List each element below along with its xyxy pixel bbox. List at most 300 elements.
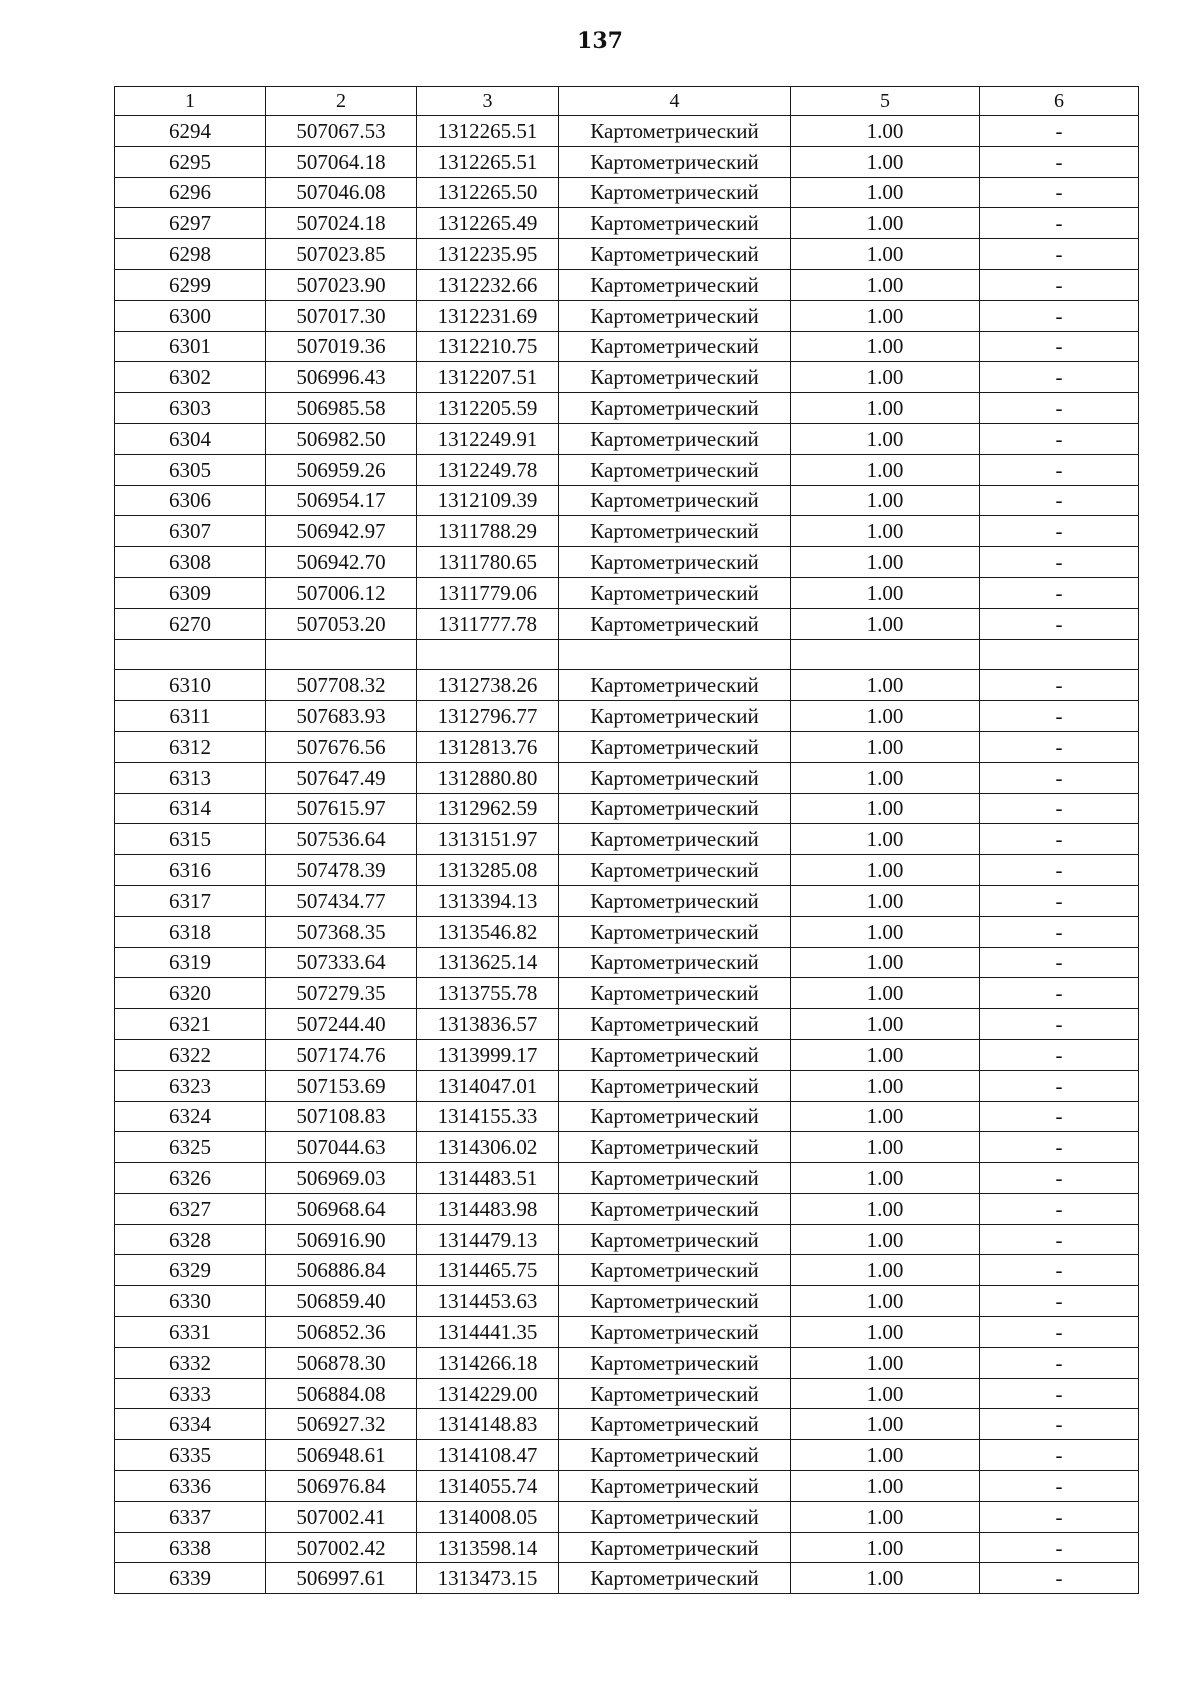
point-number-cell: 6307 (115, 516, 266, 547)
table-row (115, 1378, 1139, 1409)
description-cell: - (980, 393, 1139, 424)
table-row (115, 547, 1139, 578)
y-coordinate-cell (417, 639, 559, 670)
point-number-cell: 6329 (115, 1255, 266, 1286)
method-cell: Картометрический (559, 1163, 791, 1194)
table-row (115, 1286, 1139, 1317)
x-coordinate-cell: 507002.41 (266, 1501, 417, 1532)
x-coordinate-cell: 506985.58 (266, 393, 417, 424)
table-row (115, 116, 1139, 147)
y-coordinate-cell: 1313836.57 (417, 1009, 559, 1040)
table-row (115, 577, 1139, 608)
description-cell: - (980, 762, 1139, 793)
method-cell: Картометрический (559, 208, 791, 239)
x-coordinate-cell: 506969.03 (266, 1163, 417, 1194)
y-coordinate-cell: 1314266.18 (417, 1347, 559, 1378)
x-coordinate-cell: 507064.18 (266, 146, 417, 177)
y-coordinate-cell: 1314229.00 (417, 1378, 559, 1409)
y-coordinate-cell: 1312962.59 (417, 793, 559, 824)
method-cell: Картометрический (559, 1409, 791, 1440)
x-coordinate-cell: 507023.90 (266, 269, 417, 300)
table-body (115, 87, 1139, 1594)
y-coordinate-cell: 1313755.78 (417, 978, 559, 1009)
table-row (115, 1440, 1139, 1471)
accuracy-cell: 1.00 (791, 177, 980, 208)
point-number-cell: 6318 (115, 916, 266, 947)
description-cell: - (980, 701, 1139, 732)
method-cell: Картометрический (559, 547, 791, 578)
table-row (115, 454, 1139, 485)
y-coordinate-cell: 1314441.35 (417, 1317, 559, 1348)
point-number-cell: 6321 (115, 1009, 266, 1040)
y-coordinate-cell: 1312249.78 (417, 454, 559, 485)
description-cell (980, 639, 1139, 670)
description-cell: - (980, 1163, 1139, 1194)
method-cell: Картометрический (559, 1501, 791, 1532)
x-coordinate-cell: 506959.26 (266, 454, 417, 485)
x-coordinate-cell: 507708.32 (266, 670, 417, 701)
table-row (115, 1070, 1139, 1101)
method-cell: Картометрический (559, 1039, 791, 1070)
description-cell: - (980, 1101, 1139, 1132)
accuracy-cell: 1.00 (791, 269, 980, 300)
accuracy-cell: 1.00 (791, 146, 980, 177)
description-cell: - (980, 855, 1139, 886)
method-cell: Картометрический (559, 731, 791, 762)
y-coordinate-cell: 1312880.80 (417, 762, 559, 793)
point-number-cell: 6302 (115, 362, 266, 393)
method-cell: Картометрический (559, 1286, 791, 1317)
description-cell: - (980, 1070, 1139, 1101)
accuracy-cell: 1.00 (791, 1224, 980, 1255)
point-number-cell: 6298 (115, 239, 266, 270)
point-number-cell: 6305 (115, 454, 266, 485)
description-cell: - (980, 1563, 1139, 1594)
table-row (115, 1347, 1139, 1378)
accuracy-cell: 1.00 (791, 1009, 980, 1040)
y-coordinate-cell: 1311780.65 (417, 547, 559, 578)
page-number: 137 (577, 28, 623, 54)
y-coordinate-cell: 1311788.29 (417, 516, 559, 547)
accuracy-cell: 1.00 (791, 362, 980, 393)
method-cell: Картометрический (559, 1317, 791, 1348)
accuracy-cell: 1.00 (791, 916, 980, 947)
accuracy-cell: 1.00 (791, 1471, 980, 1502)
accuracy-cell: 1.00 (791, 1132, 980, 1163)
description-cell: - (980, 423, 1139, 454)
point-number-cell: 6294 (115, 116, 266, 147)
point-number-cell: 6316 (115, 855, 266, 886)
point-number-cell: 6314 (115, 793, 266, 824)
table-row (115, 362, 1139, 393)
point-number-cell: 6332 (115, 1347, 266, 1378)
accuracy-cell: 1.00 (791, 516, 980, 547)
x-coordinate-cell: 507683.93 (266, 701, 417, 732)
table-row (115, 885, 1139, 916)
method-cell: Картометрический (559, 885, 791, 916)
description-cell: - (980, 731, 1139, 762)
y-coordinate-cell: 1313394.13 (417, 885, 559, 916)
method-cell: Картометрический (559, 1193, 791, 1224)
table-row (115, 516, 1139, 547)
point-number-cell: 6339 (115, 1563, 266, 1594)
table-row (115, 824, 1139, 855)
x-coordinate-cell: 506886.84 (266, 1255, 417, 1286)
method-cell: Картометрический (559, 978, 791, 1009)
table-row (115, 1409, 1139, 1440)
description-cell: - (980, 608, 1139, 639)
point-number-cell: 6306 (115, 485, 266, 516)
x-coordinate-cell: 506927.32 (266, 1409, 417, 1440)
description-cell: - (980, 516, 1139, 547)
point-number-cell: 6296 (115, 177, 266, 208)
method-cell: Картометрический (559, 300, 791, 331)
accuracy-cell: 1.00 (791, 978, 980, 1009)
x-coordinate-cell: 506878.30 (266, 1347, 417, 1378)
point-number-cell: 6270 (115, 608, 266, 639)
table-row (115, 1101, 1139, 1132)
accuracy-cell: 1.00 (791, 885, 980, 916)
table-row (115, 1193, 1139, 1224)
x-coordinate-cell: 507153.69 (266, 1070, 417, 1101)
y-coordinate-cell: 1312249.91 (417, 423, 559, 454)
y-coordinate-cell: 1313473.15 (417, 1563, 559, 1594)
description-cell: - (980, 1286, 1139, 1317)
table-row (115, 978, 1139, 1009)
x-coordinate-cell: 506852.36 (266, 1317, 417, 1348)
point-number-cell: 6322 (115, 1039, 266, 1070)
table-row (115, 1224, 1139, 1255)
table-row (115, 1163, 1139, 1194)
point-number-cell: 6315 (115, 824, 266, 855)
accuracy-cell: 1.00 (791, 577, 980, 608)
table-row (115, 916, 1139, 947)
point-number-cell: 6324 (115, 1101, 266, 1132)
point-number-cell: 6309 (115, 577, 266, 608)
point-number-cell: 6327 (115, 1193, 266, 1224)
table-row (115, 393, 1139, 424)
y-coordinate-cell: 1313151.97 (417, 824, 559, 855)
method-cell: Картометрический (559, 608, 791, 639)
x-coordinate-cell: 507044.63 (266, 1132, 417, 1163)
description-cell: - (980, 547, 1139, 578)
x-coordinate-cell: 507647.49 (266, 762, 417, 793)
y-coordinate-cell: 1312231.69 (417, 300, 559, 331)
y-coordinate-cell: 1312796.77 (417, 701, 559, 732)
point-number-cell: 6320 (115, 978, 266, 1009)
x-coordinate-cell (266, 639, 417, 670)
table-row (115, 1039, 1139, 1070)
description-cell: - (980, 885, 1139, 916)
point-number-cell (115, 639, 266, 670)
description-cell: - (980, 116, 1139, 147)
table-row (115, 300, 1139, 331)
accuracy-cell: 1.00 (791, 1039, 980, 1070)
y-coordinate-cell: 1313999.17 (417, 1039, 559, 1070)
x-coordinate-cell: 507368.35 (266, 916, 417, 947)
table-row (115, 1532, 1139, 1563)
method-cell: Картометрический (559, 947, 791, 978)
y-coordinate-cell: 1312265.50 (417, 177, 559, 208)
method-cell: Картометрический (559, 1532, 791, 1563)
table-row (115, 1471, 1139, 1502)
x-coordinate-cell: 507019.36 (266, 331, 417, 362)
y-coordinate-cell: 1312232.66 (417, 269, 559, 300)
table-row (115, 269, 1139, 300)
column-header: 4 (559, 87, 791, 116)
x-coordinate-cell: 507023.85 (266, 239, 417, 270)
accuracy-cell: 1.00 (791, 793, 980, 824)
table-header-row (115, 87, 1139, 116)
x-coordinate-cell: 507434.77 (266, 885, 417, 916)
table-row (115, 701, 1139, 732)
x-coordinate-cell: 507333.64 (266, 947, 417, 978)
y-coordinate-cell: 1312207.51 (417, 362, 559, 393)
accuracy-cell: 1.00 (791, 1101, 980, 1132)
x-coordinate-cell: 507244.40 (266, 1009, 417, 1040)
point-number-cell: 6300 (115, 300, 266, 331)
y-coordinate-cell: 1312265.51 (417, 116, 559, 147)
accuracy-cell: 1.00 (791, 1347, 980, 1378)
y-coordinate-cell: 1313598.14 (417, 1532, 559, 1563)
accuracy-cell: 1.00 (791, 393, 980, 424)
table-row (115, 1501, 1139, 1532)
accuracy-cell: 1.00 (791, 1193, 980, 1224)
description-cell: - (980, 824, 1139, 855)
description-cell: - (980, 670, 1139, 701)
method-cell: Картометрический (559, 793, 791, 824)
y-coordinate-cell: 1314306.02 (417, 1132, 559, 1163)
method-cell: Картометрический (559, 485, 791, 516)
point-number-cell: 6310 (115, 670, 266, 701)
x-coordinate-cell: 507067.53 (266, 116, 417, 147)
description-cell: - (980, 793, 1139, 824)
x-coordinate-cell: 506997.61 (266, 1563, 417, 1594)
description-cell: - (980, 331, 1139, 362)
method-cell: Картометрический (559, 1347, 791, 1378)
description-cell: - (980, 978, 1139, 1009)
description-cell: - (980, 1255, 1139, 1286)
table-row (115, 1132, 1139, 1163)
description-cell: - (980, 1471, 1139, 1502)
point-number-cell: 6335 (115, 1440, 266, 1471)
x-coordinate-cell: 506954.17 (266, 485, 417, 516)
method-cell: Картометрический (559, 393, 791, 424)
y-coordinate-cell: 1314483.51 (417, 1163, 559, 1194)
description-cell: - (980, 1378, 1139, 1409)
method-cell: Картометрический (559, 116, 791, 147)
accuracy-cell: 1.00 (791, 1070, 980, 1101)
method-cell: Картометрический (559, 1255, 791, 1286)
accuracy-cell: 1.00 (791, 1563, 980, 1594)
accuracy-cell: 1.00 (791, 454, 980, 485)
point-number-cell: 6297 (115, 208, 266, 239)
x-coordinate-cell: 506859.40 (266, 1286, 417, 1317)
method-cell: Картометрический (559, 1224, 791, 1255)
description-cell: - (980, 1039, 1139, 1070)
description-cell: - (980, 300, 1139, 331)
method-cell: Картометрический (559, 701, 791, 732)
y-coordinate-cell: 1312235.95 (417, 239, 559, 270)
point-number-cell: 6313 (115, 762, 266, 793)
table-row (115, 239, 1139, 270)
description-cell: - (980, 947, 1139, 978)
method-cell: Картометрический (559, 916, 791, 947)
point-number-cell: 6338 (115, 1532, 266, 1563)
method-cell: Картометрический (559, 516, 791, 547)
method-cell: Картометрический (559, 1440, 791, 1471)
accuracy-cell: 1.00 (791, 1501, 980, 1532)
point-number-cell: 6325 (115, 1132, 266, 1163)
x-coordinate-cell: 506968.64 (266, 1193, 417, 1224)
method-cell: Картометрический (559, 1009, 791, 1040)
column-header: 6 (980, 87, 1139, 116)
x-coordinate-cell: 507006.12 (266, 577, 417, 608)
point-number-cell: 6337 (115, 1501, 266, 1532)
point-number-cell: 6311 (115, 701, 266, 732)
table-row (115, 423, 1139, 454)
accuracy-cell: 1.00 (791, 300, 980, 331)
description-cell: - (980, 1347, 1139, 1378)
accuracy-cell: 1.00 (791, 208, 980, 239)
point-number-cell: 6319 (115, 947, 266, 978)
y-coordinate-cell: 1312265.51 (417, 146, 559, 177)
description-cell: - (980, 577, 1139, 608)
method-cell: Картометрический (559, 269, 791, 300)
description-cell: - (980, 1409, 1139, 1440)
x-coordinate-cell: 507676.56 (266, 731, 417, 762)
description-cell: - (980, 1501, 1139, 1532)
table-row (115, 639, 1139, 670)
table-row (115, 1255, 1139, 1286)
accuracy-cell: 1.00 (791, 116, 980, 147)
point-number-cell: 6303 (115, 393, 266, 424)
description-cell: - (980, 1132, 1139, 1163)
table-row (115, 331, 1139, 362)
x-coordinate-cell: 507017.30 (266, 300, 417, 331)
y-coordinate-cell: 1312265.49 (417, 208, 559, 239)
method-cell: Картометрический (559, 423, 791, 454)
x-coordinate-cell: 507108.83 (266, 1101, 417, 1132)
point-number-cell: 6326 (115, 1163, 266, 1194)
method-cell: Картометрический (559, 824, 791, 855)
x-coordinate-cell: 507024.18 (266, 208, 417, 239)
x-coordinate-cell: 507002.42 (266, 1532, 417, 1563)
description-cell: - (980, 362, 1139, 393)
table-row (115, 146, 1139, 177)
accuracy-cell: 1.00 (791, 1532, 980, 1563)
x-coordinate-cell: 506996.43 (266, 362, 417, 393)
x-coordinate-cell: 507046.08 (266, 177, 417, 208)
table-row (115, 1317, 1139, 1348)
point-number-cell: 6330 (115, 1286, 266, 1317)
accuracy-cell: 1.00 (791, 331, 980, 362)
accuracy-cell: 1.00 (791, 1440, 980, 1471)
description-cell: - (980, 1009, 1139, 1040)
accuracy-cell: 1.00 (791, 1286, 980, 1317)
method-cell: Картометрический (559, 177, 791, 208)
description-cell: - (980, 485, 1139, 516)
y-coordinate-cell: 1313625.14 (417, 947, 559, 978)
x-coordinate-cell: 506884.08 (266, 1378, 417, 1409)
method-cell: Картометрический (559, 1563, 791, 1594)
y-coordinate-cell: 1314155.33 (417, 1101, 559, 1132)
column-header: 2 (266, 87, 417, 116)
table-row (115, 855, 1139, 886)
y-coordinate-cell: 1314108.47 (417, 1440, 559, 1471)
method-cell: Картометрический (559, 855, 791, 886)
y-coordinate-cell: 1312738.26 (417, 670, 559, 701)
y-coordinate-cell: 1313546.82 (417, 916, 559, 947)
table-row (115, 608, 1139, 639)
y-coordinate-cell: 1314148.83 (417, 1409, 559, 1440)
table-row (115, 731, 1139, 762)
accuracy-cell: 1.00 (791, 239, 980, 270)
point-number-cell: 6304 (115, 423, 266, 454)
accuracy-cell: 1.00 (791, 701, 980, 732)
point-number-cell: 6295 (115, 146, 266, 177)
method-cell: Картометрический (559, 146, 791, 177)
accuracy-cell: 1.00 (791, 670, 980, 701)
table-row (115, 1009, 1139, 1040)
table-row (115, 1563, 1139, 1594)
x-coordinate-cell: 507279.35 (266, 978, 417, 1009)
description-cell: - (980, 916, 1139, 947)
description-cell: - (980, 239, 1139, 270)
accuracy-cell: 1.00 (791, 731, 980, 762)
point-number-cell: 6301 (115, 331, 266, 362)
x-coordinate-cell: 506942.70 (266, 547, 417, 578)
method-cell: Картометрический (559, 239, 791, 270)
method-cell: Картометрический (559, 454, 791, 485)
description-cell: - (980, 454, 1139, 485)
method-cell: Картометрический (559, 362, 791, 393)
y-coordinate-cell: 1314479.13 (417, 1224, 559, 1255)
method-cell: Картометрический (559, 1101, 791, 1132)
table-row (115, 485, 1139, 516)
y-coordinate-cell: 1313285.08 (417, 855, 559, 886)
point-number-cell: 6299 (115, 269, 266, 300)
accuracy-cell: 1.00 (791, 1163, 980, 1194)
y-coordinate-cell: 1312109.39 (417, 485, 559, 516)
y-coordinate-cell: 1314465.75 (417, 1255, 559, 1286)
description-cell: - (980, 1224, 1139, 1255)
description-cell: - (980, 269, 1139, 300)
point-number-cell: 6317 (115, 885, 266, 916)
accuracy-cell (791, 639, 980, 670)
method-cell: Картометрический (559, 1378, 791, 1409)
point-number-cell: 6336 (115, 1471, 266, 1502)
description-cell: - (980, 1532, 1139, 1563)
x-coordinate-cell: 507174.76 (266, 1039, 417, 1070)
point-number-cell: 6328 (115, 1224, 266, 1255)
x-coordinate-cell: 506976.84 (266, 1471, 417, 1502)
description-cell: - (980, 177, 1139, 208)
description-cell: - (980, 1317, 1139, 1348)
accuracy-cell: 1.00 (791, 1409, 980, 1440)
x-coordinate-cell: 507536.64 (266, 824, 417, 855)
point-number-cell: 6312 (115, 731, 266, 762)
column-header: 1 (115, 87, 266, 116)
accuracy-cell: 1.00 (791, 485, 980, 516)
x-coordinate-cell: 506948.61 (266, 1440, 417, 1471)
point-number-cell: 6331 (115, 1317, 266, 1348)
coordinates-table (114, 86, 1139, 1594)
point-number-cell: 6334 (115, 1409, 266, 1440)
accuracy-cell: 1.00 (791, 608, 980, 639)
accuracy-cell: 1.00 (791, 855, 980, 886)
y-coordinate-cell: 1312210.75 (417, 331, 559, 362)
